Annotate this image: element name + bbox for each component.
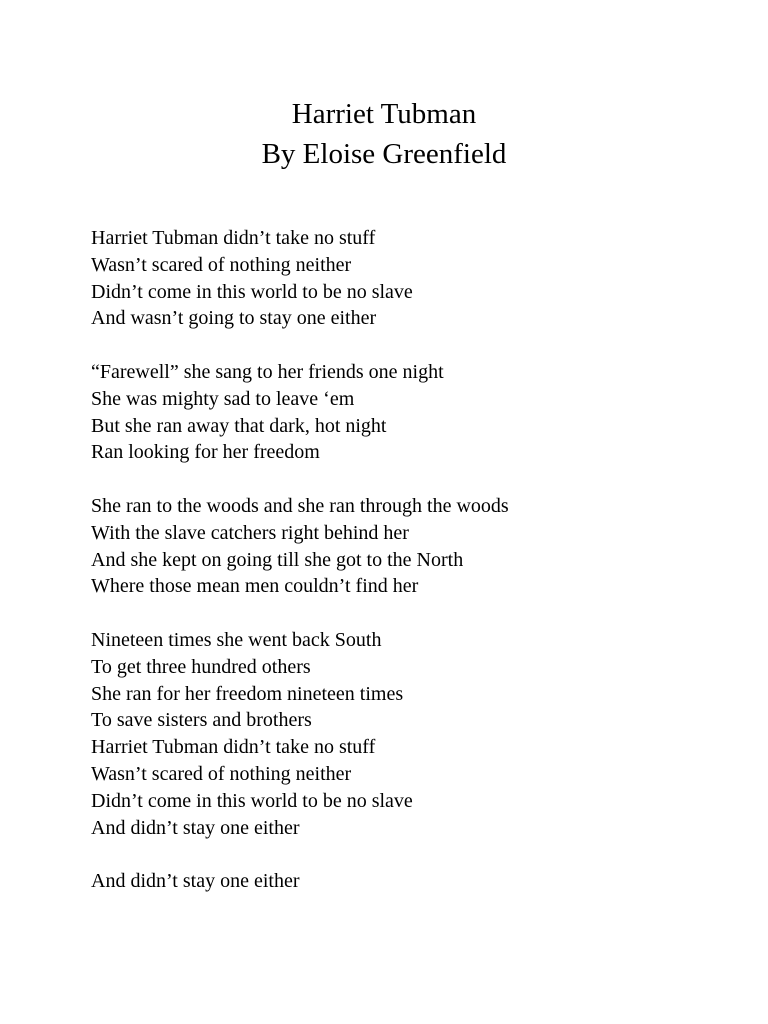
poem-line: She ran to the woods and she ran through the woods xyxy=(91,494,509,517)
poem-line: And didn’t stay one either xyxy=(91,816,300,839)
poem-line: With the slave catchers right behind her xyxy=(91,521,409,544)
document-author: By Eloise Greenfield xyxy=(261,138,507,170)
title-block xyxy=(0,94,768,174)
poem-line: “Farewell” she sang to her friends one night xyxy=(91,360,444,383)
poem-line: Where those mean men couldn’t find her xyxy=(91,575,419,598)
poem-line: She was mighty sad to leave ‘em xyxy=(91,387,355,410)
stanza-5 xyxy=(91,868,711,895)
poem-line: Wasn’t scared of nothing neither xyxy=(91,762,352,785)
stanza-4 xyxy=(91,627,711,841)
stanza-1 xyxy=(91,225,711,332)
poem-line: But she ran away that dark, hot night xyxy=(91,414,387,437)
stanza-2 xyxy=(91,359,711,466)
poem-line: Wasn’t scared of nothing neither xyxy=(91,253,352,276)
poem-line: To save sisters and brothers xyxy=(91,709,312,732)
poem-line: Ran looking for her freedom xyxy=(91,441,320,464)
poem-line: To get three hundred others xyxy=(91,655,311,678)
poem-line: Didn’t come in this world to be no slave xyxy=(91,280,413,303)
poem-line: She ran for her freedom nineteen times xyxy=(91,682,404,705)
poem-line: Didn’t come in this world to be no slave xyxy=(91,789,413,812)
poem-line: And wasn’t going to stay one either xyxy=(91,307,377,330)
poem-line: Harriet Tubman didn’t take no stuff xyxy=(91,736,376,759)
poem-line: And she kept on going till she got to the North xyxy=(91,548,464,571)
poem-line: And didn’t stay one either xyxy=(91,870,300,893)
document-title: Harriet Tubman xyxy=(291,98,477,130)
poem-body xyxy=(91,225,711,922)
poem-line: Nineteen times she went back South xyxy=(91,628,382,651)
stanza-3 xyxy=(91,493,711,600)
poem-line: Harriet Tubman didn’t take no stuff xyxy=(91,227,376,249)
